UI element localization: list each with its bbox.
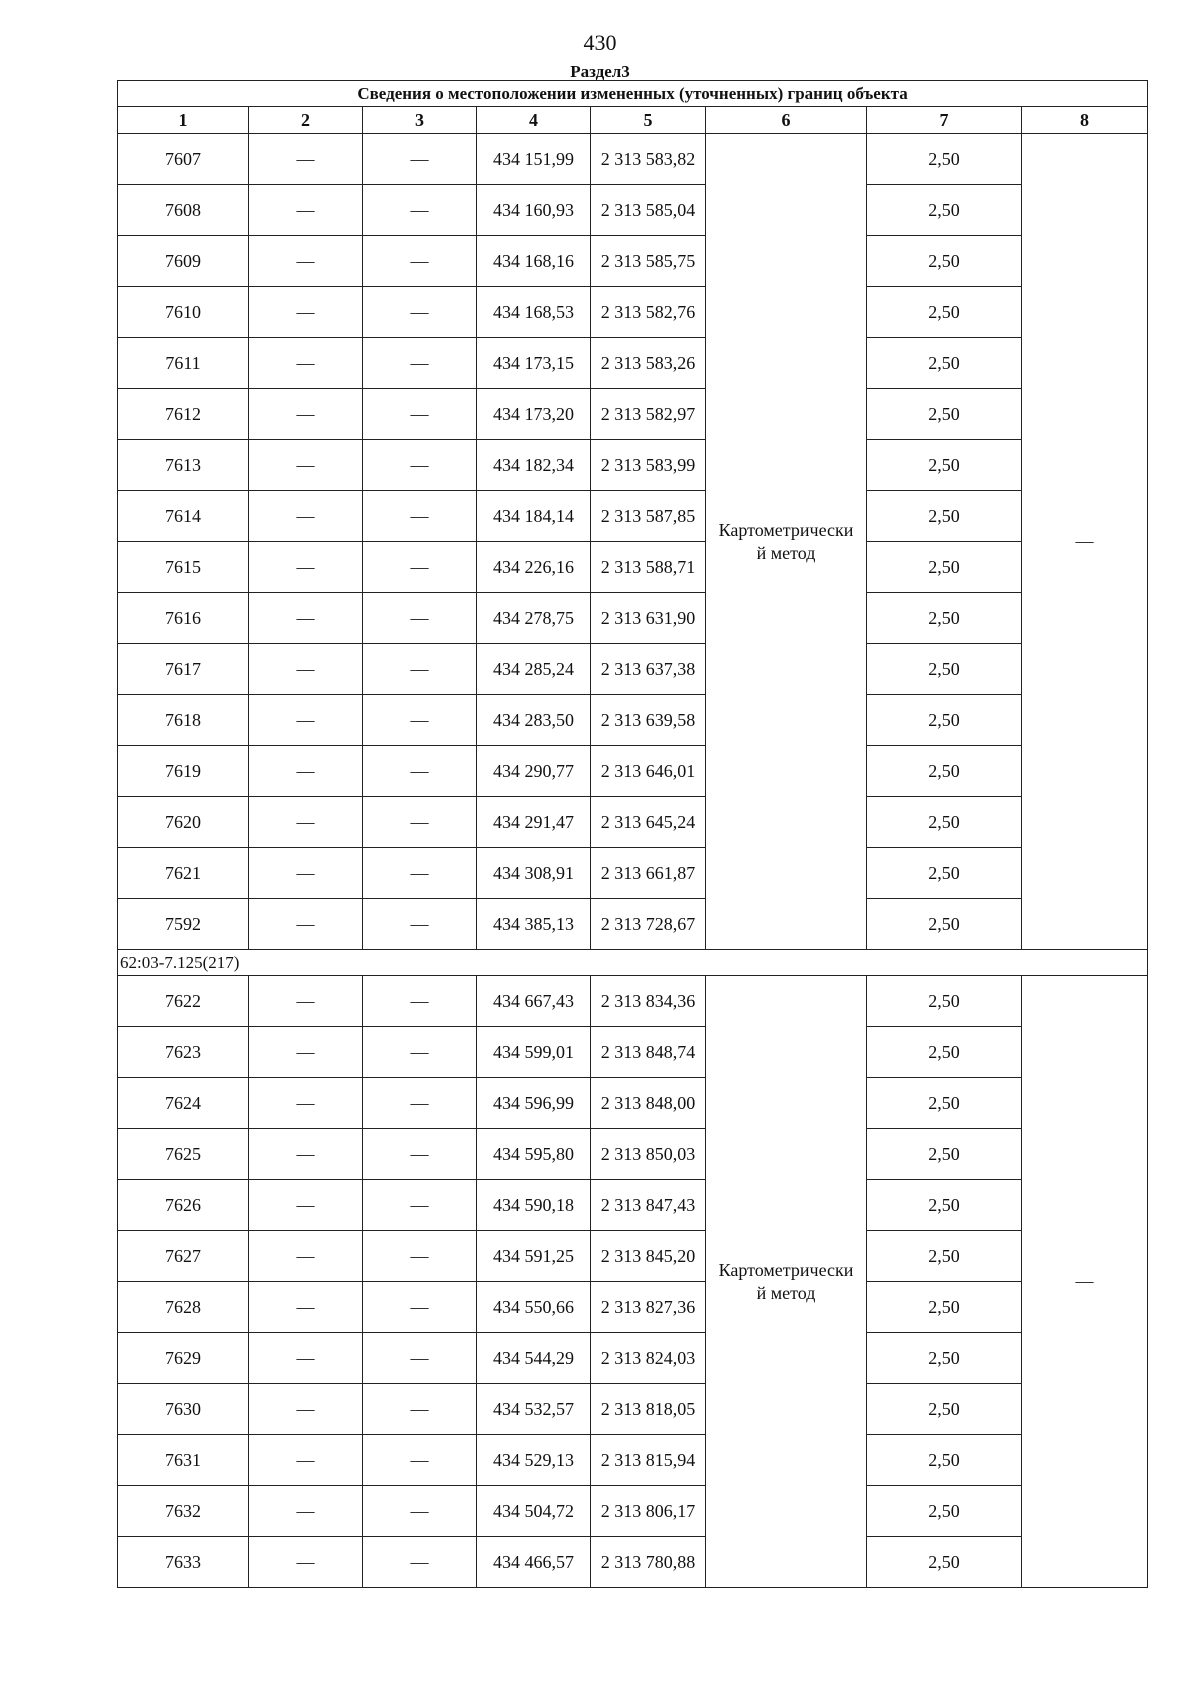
accuracy: 2,50 bbox=[867, 1078, 1022, 1129]
table-row bbox=[118, 848, 1148, 899]
coord-x: 434 182,34 bbox=[477, 440, 591, 491]
point-id: 7628 bbox=[118, 1282, 249, 1333]
accuracy: 2,50 bbox=[867, 1027, 1022, 1078]
coord-y: 2 313 585,75 bbox=[591, 236, 706, 287]
method-line-2: й метод bbox=[756, 1282, 816, 1303]
method-cell bbox=[706, 134, 867, 950]
table-row bbox=[118, 1537, 1148, 1588]
accuracy: 2,50 bbox=[867, 1231, 1022, 1282]
coord-x: 434 532,57 bbox=[477, 1384, 591, 1435]
coord-y: 2 313 806,17 bbox=[591, 1486, 706, 1537]
col-header-2: 2 bbox=[249, 107, 363, 134]
point-id: 7612 bbox=[118, 389, 249, 440]
point-id: 7619 bbox=[118, 746, 249, 797]
coord-x: 434 590,18 bbox=[477, 1180, 591, 1231]
coord-x: 434 667,43 bbox=[477, 976, 591, 1027]
accuracy: 2,50 bbox=[867, 389, 1022, 440]
point-id: 7626 bbox=[118, 1180, 249, 1231]
accuracy: 2,50 bbox=[867, 695, 1022, 746]
accuracy: 2,50 bbox=[867, 236, 1022, 287]
accuracy: 2,50 bbox=[867, 1282, 1022, 1333]
table-row bbox=[118, 1078, 1148, 1129]
col3-dash: — bbox=[363, 440, 477, 491]
point-id: 7607 bbox=[118, 134, 249, 185]
coord-y: 2 313 850,03 bbox=[591, 1129, 706, 1180]
boundary-table bbox=[117, 80, 1148, 1588]
accuracy: 2,50 bbox=[867, 287, 1022, 338]
col2-dash: — bbox=[249, 1384, 363, 1435]
coord-y: 2 313 845,20 bbox=[591, 1231, 706, 1282]
col2-dash: — bbox=[249, 899, 363, 950]
accuracy: 2,50 bbox=[867, 1333, 1022, 1384]
col2-dash: — bbox=[249, 134, 363, 185]
accuracy: 2,50 bbox=[867, 542, 1022, 593]
coord-y: 2 313 583,82 bbox=[591, 134, 706, 185]
coord-y: 2 313 834,36 bbox=[591, 976, 706, 1027]
col2-dash: — bbox=[249, 1180, 363, 1231]
table-caption: Сведения о местоположении измененных (уточненных) границ объекта bbox=[118, 81, 1148, 107]
table-row bbox=[118, 797, 1148, 848]
table-row bbox=[118, 1486, 1148, 1537]
col2-dash: — bbox=[249, 644, 363, 695]
col3-dash: — bbox=[363, 1384, 477, 1435]
coord-x: 434 226,16 bbox=[477, 542, 591, 593]
col3-dash: — bbox=[363, 542, 477, 593]
col2-dash: — bbox=[249, 491, 363, 542]
table-row bbox=[118, 542, 1148, 593]
accuracy: 2,50 bbox=[867, 338, 1022, 389]
table-row bbox=[118, 644, 1148, 695]
col-header-8: 8 bbox=[1022, 107, 1148, 134]
point-id: 7631 bbox=[118, 1435, 249, 1486]
group-title: 62:03-7.125(217) bbox=[118, 950, 1148, 976]
col3-dash: — bbox=[363, 848, 477, 899]
point-id: 7627 bbox=[118, 1231, 249, 1282]
col3-dash: — bbox=[363, 1129, 477, 1180]
coord-y: 2 313 824,03 bbox=[591, 1333, 706, 1384]
method-cell bbox=[706, 976, 867, 1588]
table-row bbox=[118, 236, 1148, 287]
col3-dash: — bbox=[363, 1231, 477, 1282]
coord-y: 2 313 583,99 bbox=[591, 440, 706, 491]
col2-dash: — bbox=[249, 848, 363, 899]
accuracy: 2,50 bbox=[867, 134, 1022, 185]
point-id: 7610 bbox=[118, 287, 249, 338]
coord-y: 2 313 848,74 bbox=[591, 1027, 706, 1078]
point-id: 7617 bbox=[118, 644, 249, 695]
col3-dash: — bbox=[363, 1333, 477, 1384]
coord-y: 2 313 637,38 bbox=[591, 644, 706, 695]
coord-x: 434 308,91 bbox=[477, 848, 591, 899]
coord-y: 2 313 631,90 bbox=[591, 593, 706, 644]
accuracy: 2,50 bbox=[867, 1384, 1022, 1435]
coord-x: 434 550,66 bbox=[477, 1282, 591, 1333]
accuracy: 2,50 bbox=[867, 491, 1022, 542]
col2-dash: — bbox=[249, 593, 363, 644]
coord-x: 434 290,77 bbox=[477, 746, 591, 797]
method-line-2: й метод bbox=[756, 542, 816, 563]
col3-dash: — bbox=[363, 1180, 477, 1231]
coord-x: 434 173,15 bbox=[477, 338, 591, 389]
coord-y: 2 313 847,43 bbox=[591, 1180, 706, 1231]
col3-dash: — bbox=[363, 899, 477, 950]
table-row bbox=[118, 185, 1148, 236]
table-row bbox=[118, 1384, 1148, 1435]
coord-x: 434 278,75 bbox=[477, 593, 591, 644]
table-row bbox=[118, 389, 1148, 440]
col2-dash: — bbox=[249, 287, 363, 338]
coord-x: 434 466,57 bbox=[477, 1537, 591, 1588]
col3-dash: — bbox=[363, 1537, 477, 1588]
col3-dash: — bbox=[363, 644, 477, 695]
table-row bbox=[118, 1231, 1148, 1282]
accuracy: 2,50 bbox=[867, 644, 1022, 695]
coord-x: 434 599,01 bbox=[477, 1027, 591, 1078]
point-id: 7623 bbox=[118, 1027, 249, 1078]
col3-dash: — bbox=[363, 236, 477, 287]
col2-dash: — bbox=[249, 389, 363, 440]
col2-dash: — bbox=[249, 1435, 363, 1486]
accuracy: 2,50 bbox=[867, 1180, 1022, 1231]
col3-dash: — bbox=[363, 491, 477, 542]
col2-dash: — bbox=[249, 976, 363, 1027]
coord-x: 434 591,25 bbox=[477, 1231, 591, 1282]
section-title: Раздел3 bbox=[570, 62, 630, 81]
coord-y: 2 313 848,00 bbox=[591, 1078, 706, 1129]
coord-x: 434 168,53 bbox=[477, 287, 591, 338]
point-id: 7621 bbox=[118, 848, 249, 899]
col3-dash: — bbox=[363, 1282, 477, 1333]
point-id: 7633 bbox=[118, 1537, 249, 1588]
coord-x: 434 151,99 bbox=[477, 134, 591, 185]
table-row bbox=[118, 1129, 1148, 1180]
col3-dash: — bbox=[363, 287, 477, 338]
table-row bbox=[118, 1435, 1148, 1486]
point-id: 7632 bbox=[118, 1486, 249, 1537]
accuracy: 2,50 bbox=[867, 797, 1022, 848]
point-id: 7625 bbox=[118, 1129, 249, 1180]
accuracy: 2,50 bbox=[867, 1129, 1022, 1180]
point-id: 7622 bbox=[118, 976, 249, 1027]
coord-y: 2 313 645,24 bbox=[591, 797, 706, 848]
point-id: 7614 bbox=[118, 491, 249, 542]
table-row bbox=[118, 440, 1148, 491]
col2-dash: — bbox=[249, 695, 363, 746]
accuracy: 2,50 bbox=[867, 1537, 1022, 1588]
table-row bbox=[118, 1027, 1148, 1078]
col3-dash: — bbox=[363, 185, 477, 236]
col3-dash: — bbox=[363, 1027, 477, 1078]
col-header-7: 7 bbox=[867, 107, 1022, 134]
coord-x: 434 596,99 bbox=[477, 1078, 591, 1129]
col-header-5: 5 bbox=[591, 107, 706, 134]
coord-y: 2 313 815,94 bbox=[591, 1435, 706, 1486]
col3-dash: — bbox=[363, 746, 477, 797]
coord-x: 434 173,20 bbox=[477, 389, 591, 440]
table-row bbox=[118, 593, 1148, 644]
col3-dash: — bbox=[363, 389, 477, 440]
col-header-6: 6 bbox=[706, 107, 867, 134]
col3-dash: — bbox=[363, 338, 477, 389]
table-row bbox=[118, 695, 1148, 746]
col3-dash: — bbox=[363, 797, 477, 848]
accuracy: 2,50 bbox=[867, 976, 1022, 1027]
point-id: 7609 bbox=[118, 236, 249, 287]
table-row bbox=[118, 1333, 1148, 1384]
table-row bbox=[118, 1282, 1148, 1333]
coord-x: 434 160,93 bbox=[477, 185, 591, 236]
col2-dash: — bbox=[249, 1129, 363, 1180]
table-row bbox=[118, 491, 1148, 542]
table-row bbox=[118, 899, 1148, 950]
col2-dash: — bbox=[249, 440, 363, 491]
coord-x: 434 544,29 bbox=[477, 1333, 591, 1384]
table-caption-row bbox=[118, 81, 1148, 107]
coord-y: 2 313 587,85 bbox=[591, 491, 706, 542]
method-line-1: Картометрически bbox=[718, 1259, 854, 1280]
accuracy: 2,50 bbox=[867, 899, 1022, 950]
coord-y: 2 313 582,97 bbox=[591, 389, 706, 440]
point-id: 7618 bbox=[118, 695, 249, 746]
col3-dash: — bbox=[363, 1486, 477, 1537]
coord-x: 434 529,13 bbox=[477, 1435, 591, 1486]
point-id: 7624 bbox=[118, 1078, 249, 1129]
col2-dash: — bbox=[249, 1078, 363, 1129]
point-id: 7615 bbox=[118, 542, 249, 593]
col3-dash: — bbox=[363, 695, 477, 746]
coord-y: 2 313 728,67 bbox=[591, 899, 706, 950]
accuracy: 2,50 bbox=[867, 848, 1022, 899]
col-header-4: 4 bbox=[477, 107, 591, 134]
coord-y: 2 313 661,87 bbox=[591, 848, 706, 899]
col2-dash: — bbox=[249, 746, 363, 797]
col3-dash: — bbox=[363, 593, 477, 644]
coord-x: 434 184,14 bbox=[477, 491, 591, 542]
col2-dash: — bbox=[249, 185, 363, 236]
coord-x: 434 291,47 bbox=[477, 797, 591, 848]
table-row bbox=[118, 1180, 1148, 1231]
coord-x: 434 504,72 bbox=[477, 1486, 591, 1537]
accuracy: 2,50 bbox=[867, 185, 1022, 236]
col2-dash: — bbox=[249, 1486, 363, 1537]
point-id: 7592 bbox=[118, 899, 249, 950]
col2-dash: — bbox=[249, 1282, 363, 1333]
method-line-1: Картометрически bbox=[718, 519, 854, 540]
table-row bbox=[118, 338, 1148, 389]
coord-x: 434 595,80 bbox=[477, 1129, 591, 1180]
coord-y: 2 313 583,26 bbox=[591, 338, 706, 389]
coord-y: 2 313 639,58 bbox=[591, 695, 706, 746]
coord-y: 2 313 582,76 bbox=[591, 287, 706, 338]
col8-dash: — bbox=[1022, 134, 1148, 950]
table-row bbox=[118, 287, 1148, 338]
col2-dash: — bbox=[249, 1333, 363, 1384]
col2-dash: — bbox=[249, 1027, 363, 1078]
point-id: 7608 bbox=[118, 185, 249, 236]
coord-y: 2 313 646,01 bbox=[591, 746, 706, 797]
coord-y: 2 313 585,04 bbox=[591, 185, 706, 236]
col-header-1: 1 bbox=[118, 107, 249, 134]
coord-y: 2 313 818,05 bbox=[591, 1384, 706, 1435]
group-title-row bbox=[118, 950, 1148, 976]
coord-x: 434 385,13 bbox=[477, 899, 591, 950]
coord-y: 2 313 827,36 bbox=[591, 1282, 706, 1333]
coord-x: 434 283,50 bbox=[477, 695, 591, 746]
col2-dash: — bbox=[249, 797, 363, 848]
accuracy: 2,50 bbox=[867, 1486, 1022, 1537]
accuracy: 2,50 bbox=[867, 1435, 1022, 1486]
point-id: 7613 bbox=[118, 440, 249, 491]
coord-y: 2 313 588,71 bbox=[591, 542, 706, 593]
table-row bbox=[118, 746, 1148, 797]
col2-dash: — bbox=[249, 1231, 363, 1282]
point-id: 7620 bbox=[118, 797, 249, 848]
col3-dash: — bbox=[363, 1435, 477, 1486]
col2-dash: — bbox=[249, 542, 363, 593]
table-body bbox=[118, 81, 1148, 1588]
col2-dash: — bbox=[249, 236, 363, 287]
accuracy: 2,50 bbox=[867, 593, 1022, 644]
point-id: 7611 bbox=[118, 338, 249, 389]
col-header-3: 3 bbox=[363, 107, 477, 134]
accuracy: 2,50 bbox=[867, 746, 1022, 797]
accuracy: 2,50 bbox=[867, 440, 1022, 491]
coord-x: 434 168,16 bbox=[477, 236, 591, 287]
table-row bbox=[118, 134, 1148, 185]
col2-dash: — bbox=[249, 1537, 363, 1588]
col2-dash: — bbox=[249, 338, 363, 389]
coord-y: 2 313 780,88 bbox=[591, 1537, 706, 1588]
point-id: 7630 bbox=[118, 1384, 249, 1435]
column-header-row bbox=[118, 107, 1148, 134]
col8-dash: — bbox=[1022, 976, 1148, 1588]
col3-dash: — bbox=[363, 134, 477, 185]
coord-x: 434 285,24 bbox=[477, 644, 591, 695]
page-number: 430 bbox=[583, 30, 617, 55]
point-id: 7616 bbox=[118, 593, 249, 644]
col3-dash: — bbox=[363, 1078, 477, 1129]
point-id: 7629 bbox=[118, 1333, 249, 1384]
table-row bbox=[118, 976, 1148, 1027]
col3-dash: — bbox=[363, 976, 477, 1027]
